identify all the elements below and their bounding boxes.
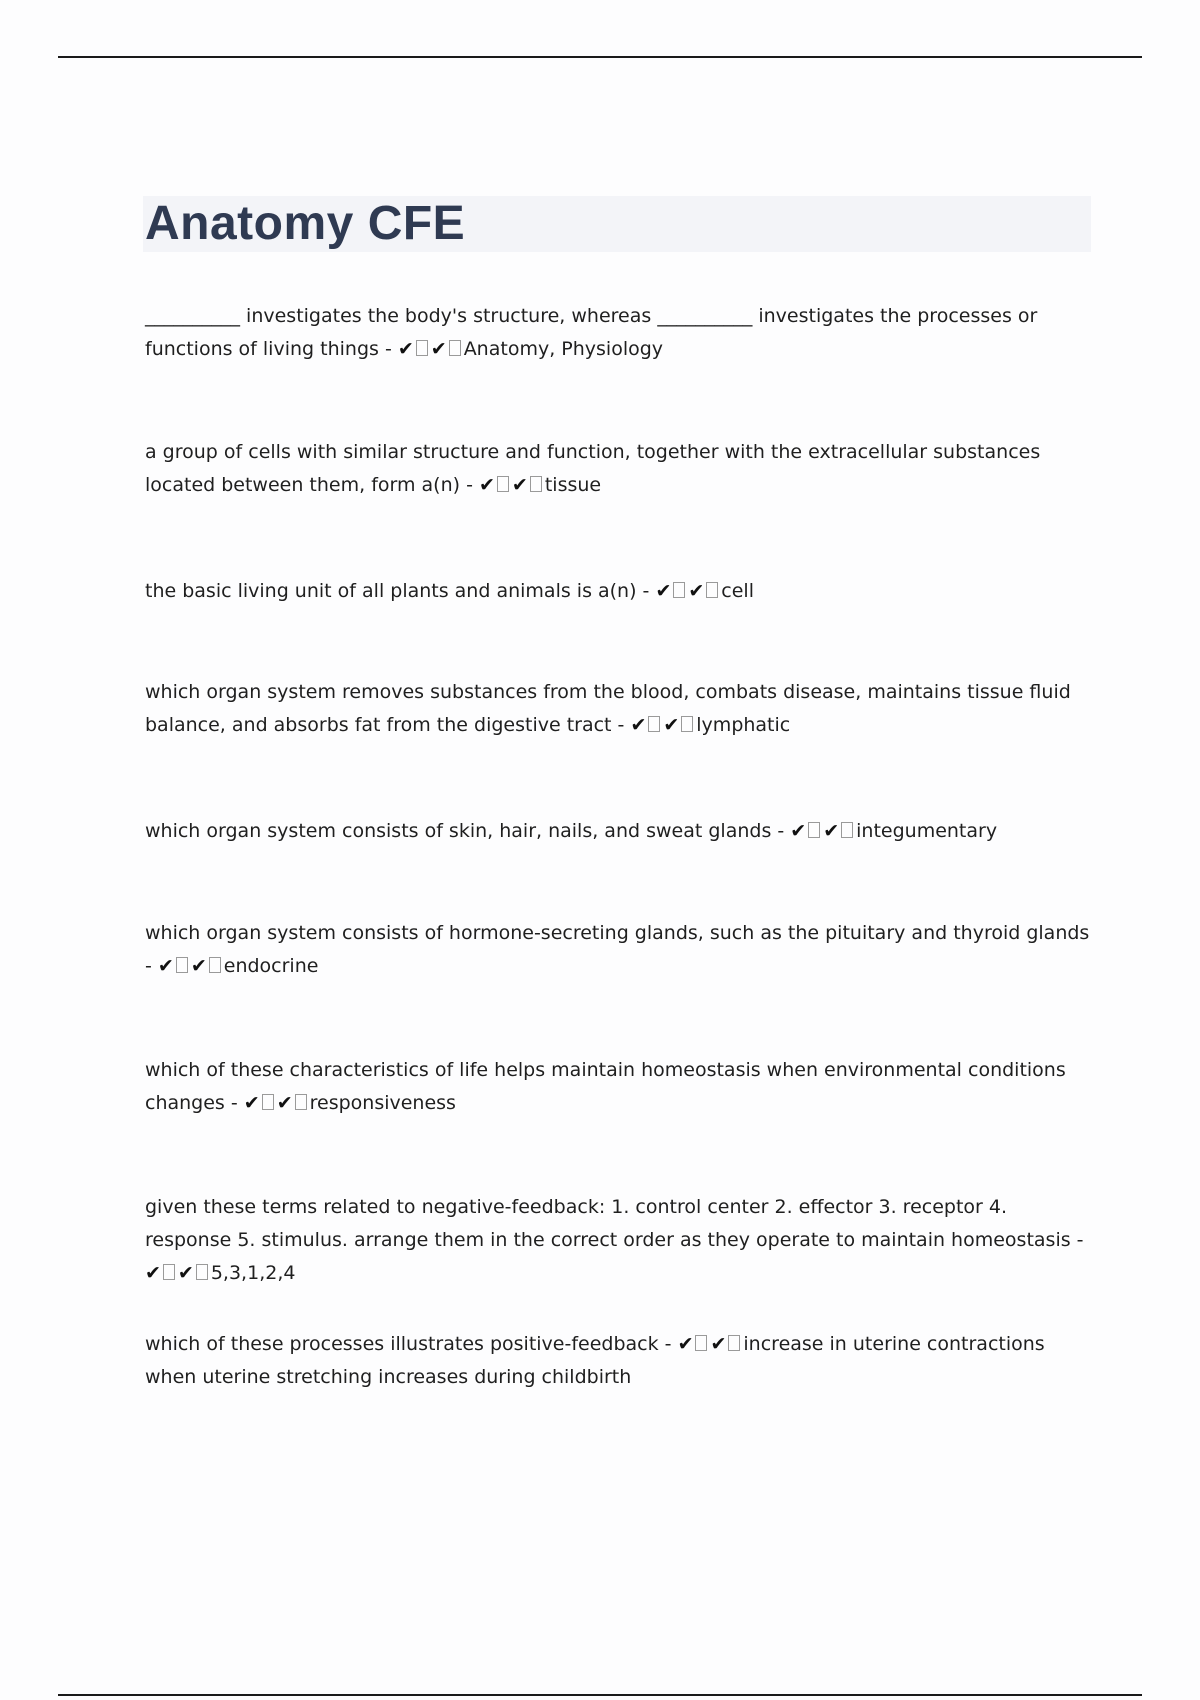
qa-item xyxy=(145,575,1095,608)
box-icon xyxy=(673,582,685,598)
question-text: which of these characteristics of life helps maintain homeostasis when environmental conditions changes xyxy=(145,1059,1066,1114)
box-icon xyxy=(728,1335,740,1351)
box-icon xyxy=(176,957,188,973)
check-icon: ✔ xyxy=(479,474,495,496)
check-icon: ✔ xyxy=(677,1333,694,1355)
check-icon: ✔ xyxy=(710,1333,727,1355)
qa-item xyxy=(145,300,1095,366)
box-icon xyxy=(497,476,509,492)
question-text: which organ system consists of skin, hair, nails, and sweat glands xyxy=(145,820,772,842)
qa-item xyxy=(145,815,1095,848)
answer-text: responsiveness xyxy=(309,1092,456,1114)
check-icon: ✔ xyxy=(190,955,207,977)
separator: - xyxy=(611,714,631,736)
separator: - xyxy=(224,1092,244,1114)
answer-text: increase in uterine contractions when uterine stretching increases during childbirth xyxy=(145,1333,1045,1388)
check-icon: ✔ xyxy=(790,820,807,842)
box-icon xyxy=(530,476,542,492)
check-icon: ✔ xyxy=(276,1092,293,1114)
question-text: given these terms related to negative-feedback: 1. control center 2. effector 3. receptor 4. response 5. stimulus. arrange them in the correct order as they operate to maintain homeostasis xyxy=(145,1196,1071,1251)
qa-item xyxy=(145,917,1095,983)
bottom-rule xyxy=(58,1694,1142,1696)
question-text: which of these processes illustrates positive-feedback xyxy=(145,1333,659,1355)
check-icon: ✔ xyxy=(397,338,414,360)
qa-item xyxy=(145,1054,1095,1120)
box-icon xyxy=(416,340,428,356)
check-icon: ✔ xyxy=(630,714,647,736)
check-icon: ✔ xyxy=(511,474,528,496)
check-icon: ✔ xyxy=(177,1262,194,1284)
qa-item xyxy=(145,436,1095,502)
check-icon: ✔ xyxy=(430,338,447,360)
separator: - xyxy=(378,338,398,360)
separator: - xyxy=(460,474,479,496)
check-icon: ✔ xyxy=(663,714,680,736)
qa-item xyxy=(145,1328,1095,1394)
answer-text: lymphatic xyxy=(696,714,791,736)
check-icon: ✔ xyxy=(823,820,840,842)
box-icon xyxy=(681,716,693,732)
answer-text: cell xyxy=(721,580,754,602)
box-icon xyxy=(295,1094,307,1110)
box-icon xyxy=(841,822,853,838)
answer-text: tissue xyxy=(544,474,602,496)
answer-text: Anatomy, Physiology xyxy=(463,338,664,360)
top-rule xyxy=(58,56,1142,58)
question-text: __________ investigates the body's structure, whereas __________ investigates the processes or functions of living things xyxy=(145,305,1038,360)
separator: - xyxy=(145,955,158,977)
box-icon xyxy=(209,957,221,973)
check-icon: ✔ xyxy=(688,580,705,602)
answer-text: endocrine xyxy=(223,955,319,977)
question-text: which organ system consists of hormone-secreting glands, such as the pituitary and thyroid glands xyxy=(145,922,1090,944)
check-icon: ✔ xyxy=(145,1262,161,1284)
check-icon: ✔ xyxy=(655,580,672,602)
separator: - xyxy=(1070,1229,1084,1251)
separator: - xyxy=(771,820,791,842)
page-title: Anatomy CFE xyxy=(145,197,466,250)
box-icon xyxy=(262,1094,274,1110)
box-icon xyxy=(808,822,820,838)
answer-text: 5,3,1,2,4 xyxy=(210,1262,296,1284)
question-text: a group of cells with similar structure and function, together with the extracellular substances located between them, form a(n) xyxy=(145,441,1041,496)
check-icon: ✔ xyxy=(243,1092,260,1114)
question-text: which organ system removes substances from the blood, combats disease, maintains tissue fluid balance, and absorbs fat from the digestive tract xyxy=(145,681,1071,736)
qa-item xyxy=(145,676,1095,742)
box-icon xyxy=(196,1264,208,1280)
box-icon xyxy=(648,716,660,732)
separator: - xyxy=(658,1333,678,1355)
check-icon: ✔ xyxy=(157,955,174,977)
box-icon xyxy=(449,340,461,356)
box-icon xyxy=(706,582,718,598)
separator: - xyxy=(636,580,656,602)
qa-item xyxy=(145,1191,1095,1290)
box-icon xyxy=(695,1335,707,1351)
answer-text: integumentary xyxy=(856,820,998,842)
box-icon xyxy=(163,1264,175,1280)
question-text: the basic living unit of all plants and animals is a(n) xyxy=(145,580,637,602)
